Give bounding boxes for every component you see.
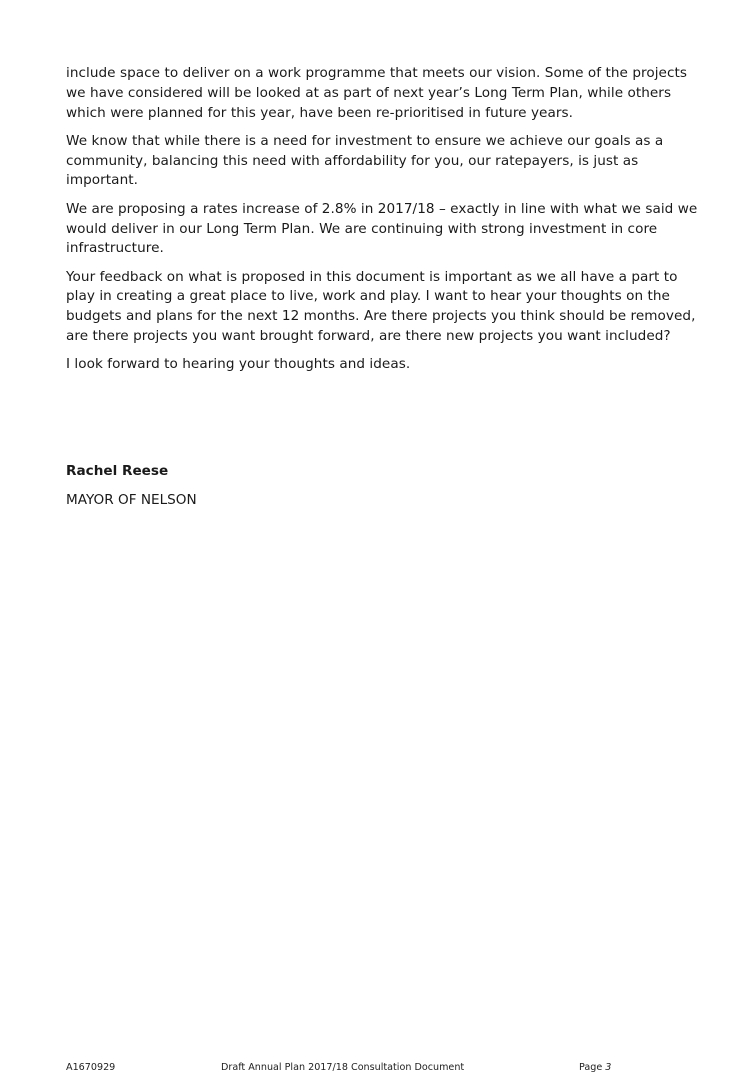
paragraph-investment: We know that while there is a need for investment to ensure we achieve our goals as a community, balancing this need with affordability for you, our ratepayers, is just as important. [66, 132, 664, 189]
paragraph-vision: include space to deliver on a work programme that meets our vision. Some of the projects we have considered will be looked at as part of next year’s Long Term Plan, while others which were planned for this year, have been re-prioritised in future years. [66, 65, 687, 121]
page-footer [0, 1061, 749, 1075]
footer-document-title: Draft Annual Plan 2017/18 Consultation Document [221, 1062, 465, 1073]
paragraph-feedback: Your feedback on what is proposed in this document is important as we all have a part to play in creating a great place to live, work and play. I want to hear your thoughts on the budgets and plans for the next 12 months. Are there projects you think should be removed, are there projects you want brought forward, are there new projects you want included? [66, 268, 696, 345]
signature-block [66, 462, 466, 511]
page-number [579, 1061, 611, 1075]
paragraph-rates-increase: We are proposing a rates increase of 2.8% in 2017/18 – exactly in line with what we said we would deliver in our Long Term Plan. We are continuing with strong investment in core infrastructure. [66, 200, 698, 257]
page-label: Page [579, 1062, 603, 1073]
document-reference: A1670929 [66, 1062, 116, 1073]
page-number-value: 3 [605, 1062, 612, 1073]
signatory-name: Rachel Reese [66, 463, 169, 479]
signatory-title: MAYOR OF NELSON [66, 491, 197, 508]
paragraph-closing: I look forward to hearing your thoughts and ideas. [66, 356, 411, 373]
letter-body [66, 64, 706, 384]
